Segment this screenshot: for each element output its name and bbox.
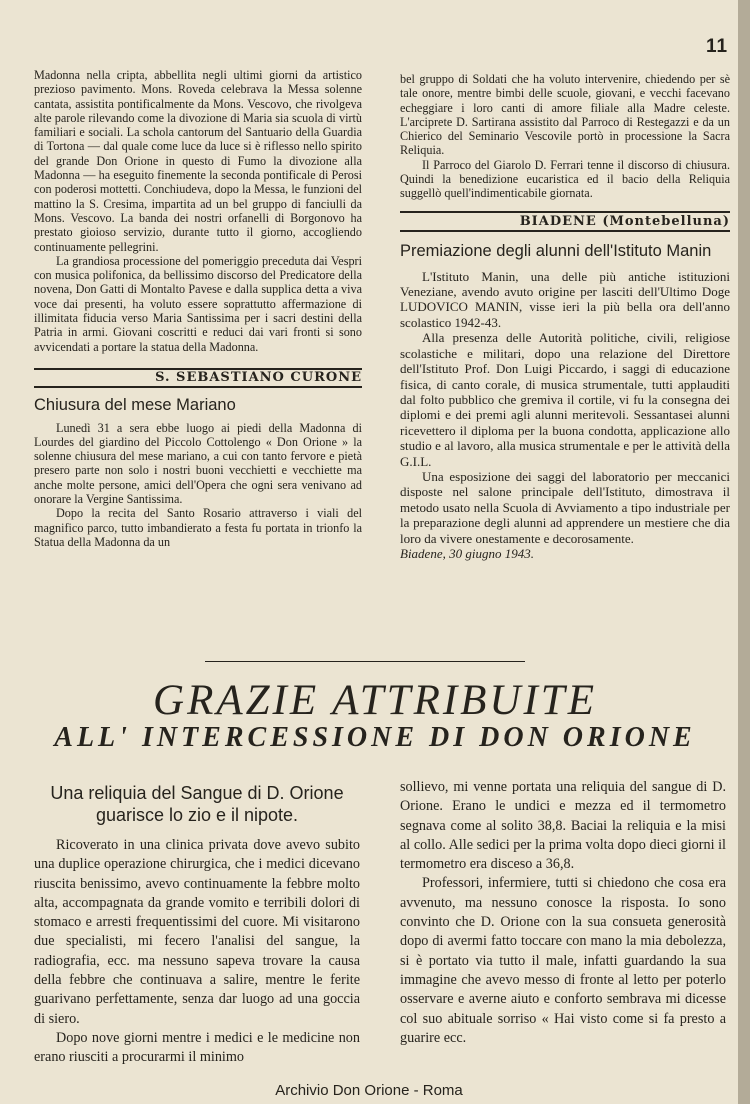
section-heading: S. SEBASTIANO CURONE xyxy=(34,368,362,388)
article-signature: Biadene, 30 giugno 1943. xyxy=(400,545,534,561)
bottom-left-column xyxy=(34,782,360,1078)
paragraph: Ricoverato in una clinica privata dove avevo subito una duplice operazione chirurgica, che i medici dicevano riuscita benissimo, avevo continuamente la febbre molto alta, accompagnata da grande vomito e terribili dolori di stomaco e arresti frequentissimi del cuore. Mi visitarono due specialisti, mi fecero l'analisi del sangue, la radiografia, ecc. ma nessuno sapeva trovare la causa della febbre che continuava a salire, mentre le ferite guarivano perfettamente, senza dar luogo ad una goccia di siero. xyxy=(34,837,360,1027)
paragraph: sollievo, mi venne portata una reliquia del sangue di D. Orione. Erano le undici e mezza ed il termometro segnava come al solito 38,8. Baciai la reliquia e la misi al collo. Alle sedici per la prima volta dopo dieci giorni il termometro era disceso a 36,8. xyxy=(400,779,726,873)
section-heading: BIADENE (Montebelluna) xyxy=(400,211,730,232)
main-subtitle: ALL' INTERCESSIONE DI DON ORIONE xyxy=(54,722,696,753)
paragraph: Dopo la recita del Santo Rosario attraverso i viali del magnifico parco, tutto imbandierato a festa fu portata in trionfo la Statua della Madonna da un xyxy=(34,506,362,549)
article-title: Premiazione degli alunni dell'Istituto Manin xyxy=(400,241,712,260)
top-right-column xyxy=(400,72,730,655)
main-title: GRAZIE ATTRIBUITE xyxy=(153,677,597,724)
top-left-column xyxy=(34,68,362,651)
binding-edge xyxy=(738,0,750,1104)
paragraph: bel gruppo di Soldati che ha voluto intervenire, chiedendo per sè tale onore, mentre bimbi delle scuole, giovani, e vecchi facevano echeggiare i loro canti di amore filiale alla Madre celeste. L'arciprete D. Sartirana assistito dal Parroco di Restegazzi e da un Chierico del Seminario Vescovile portò in processione la Sacra Reliquia. xyxy=(400,72,730,158)
bottom-right-column xyxy=(400,778,726,1076)
paragraph: Lunedì 31 a sera ebbe luogo ai piedi della Madonna di Lourdes del giardino del Piccolo Cottolengo « Don Orione » la solenne chiusura del mese mariano, a cui con tanto fervore e pietà presero parte non solo i nostri buoni vecchietti e vecchiette ma anche molte persone, amici dell'Opera che ogni sera venivano ad onorare la Vergine Santissima. xyxy=(34,420,362,507)
paragraph: La grandiosa processione del pomeriggio preceduta dai Vespri con musica polifonica, da bellissimo discorso del Predicatore della novena, Don Gatti di Montalto Pavese e dalla supplica detta a viva voce dai presenti, ha voluto essere soprattutto affermazione di illimitata fiducia verso Maria Santissima per i sacri destini della Patria in armi. Giovani coscritti e reduci dai vari fronti si sono avvicendati a portare la statua della Madonna. xyxy=(34,253,362,354)
paragraph: Madonna nella cripta, abbellita negli ultimi giorni da artistico prezioso pavimento. Mons. Roveda celebrava la Messa solenne cantata, assistita pontificalmente da Mons. Vescovo, che rivolgeva alte parole rilevando come la divozione di Maria sia scuola di virtù familiari e sociali. La schola cantorum del Santuario della Guardia di Tortona — dal quale come luce da luce si è riflesso nello spirito del grande Don Orione in questo di Fumo la divozione alla Madonna — ha eseguito finemente la seconda pontificale di Perosi con poderosi mottetti. Conchiudeva, dopo la Messa, le funzioni del mattino la S. Cresima, impartita ad un bel gruppo di fanciulli da Mons. Vescovo. La banda dei nostri orfanelli di Borgonovo ha prestato gioioso servizio, durante tutto il giorno, accogliendo continuamente pellegrini. xyxy=(34,68,362,254)
archive-footer: Archivio Don Orione - Roma xyxy=(275,1082,463,1099)
paragraph: Una esposizione dei saggi del laboratorio per meccanici disposte nel salone principale dell'Istituto, dimostrava il metodo usato nella Scuola di Avviamento a tipo industriale per la preparazione degli alunni ad apprendere un mestiere che dia loro da vivere onestamente e decorosamente. xyxy=(400,468,730,546)
paragraph: L'Istituto Manin, una delle più antiche istituzioni Veneziane, avendo avuto origine per lasciti dell'Ultimo Doge LUDOVICO MANIN, visse ieri la più bella ora dell'anno scolastico 1942-43. xyxy=(400,268,730,330)
page-number: 11 xyxy=(706,36,729,57)
paragraph: Professori, infermiere, tutti si chiedono che cosa era avvenuto, ma nessuno conosce la risposta. Io sono convinto che D. Orione con la sua consueta generosità dopo di avermi fatto toccare con mano la mia debolezza, si è portato via tutto il male, infatti guardando la sua immagine che avevo messo di fronte al letto per poterlo osservare e averne aiuto e conforto sembrava mi dicesse col suo abituale sorriso « Hai visto come si fa presto a guarire ecc. xyxy=(400,875,726,1046)
paragraph: Il Parroco del Giarolo D. Ferrari tenne il discorso di chiusura. Quindi la benedizione eucaristica ed il bacio della Reliquia suggellò quell'indimenticabile giornata. xyxy=(400,157,730,201)
article-title: Chiusura del mese Mariano xyxy=(34,396,236,415)
paragraph: Dopo nove giorni mentre i medici e le medicine non erano riusciti a procurarmi il minimo xyxy=(34,1029,360,1066)
article-title: Una reliquia del Sangue di D. Orione guarisce lo zio e il nipote. xyxy=(50,783,344,825)
section-divider xyxy=(205,661,525,662)
paragraph: Alla presenza delle Autorità politiche, civili, religiose scolastiche e militari, dopo una relazione del Direttore dell'Istituto Prof. Don Luigi Piccardo, i saggi di educazione fisica, di canto corale, di musica strumentale, tutti applauditi dal folto pubblico che gremiva il cortile, vi fu la consegna dei diplomi e dei premi agli alunni meritevoli. Sessantasei alunni ricevettero il diploma per la buona condotta, applicazione allo studio e al lavoro, alla musica strumentale e per le attività della G.I.L. xyxy=(400,330,730,469)
